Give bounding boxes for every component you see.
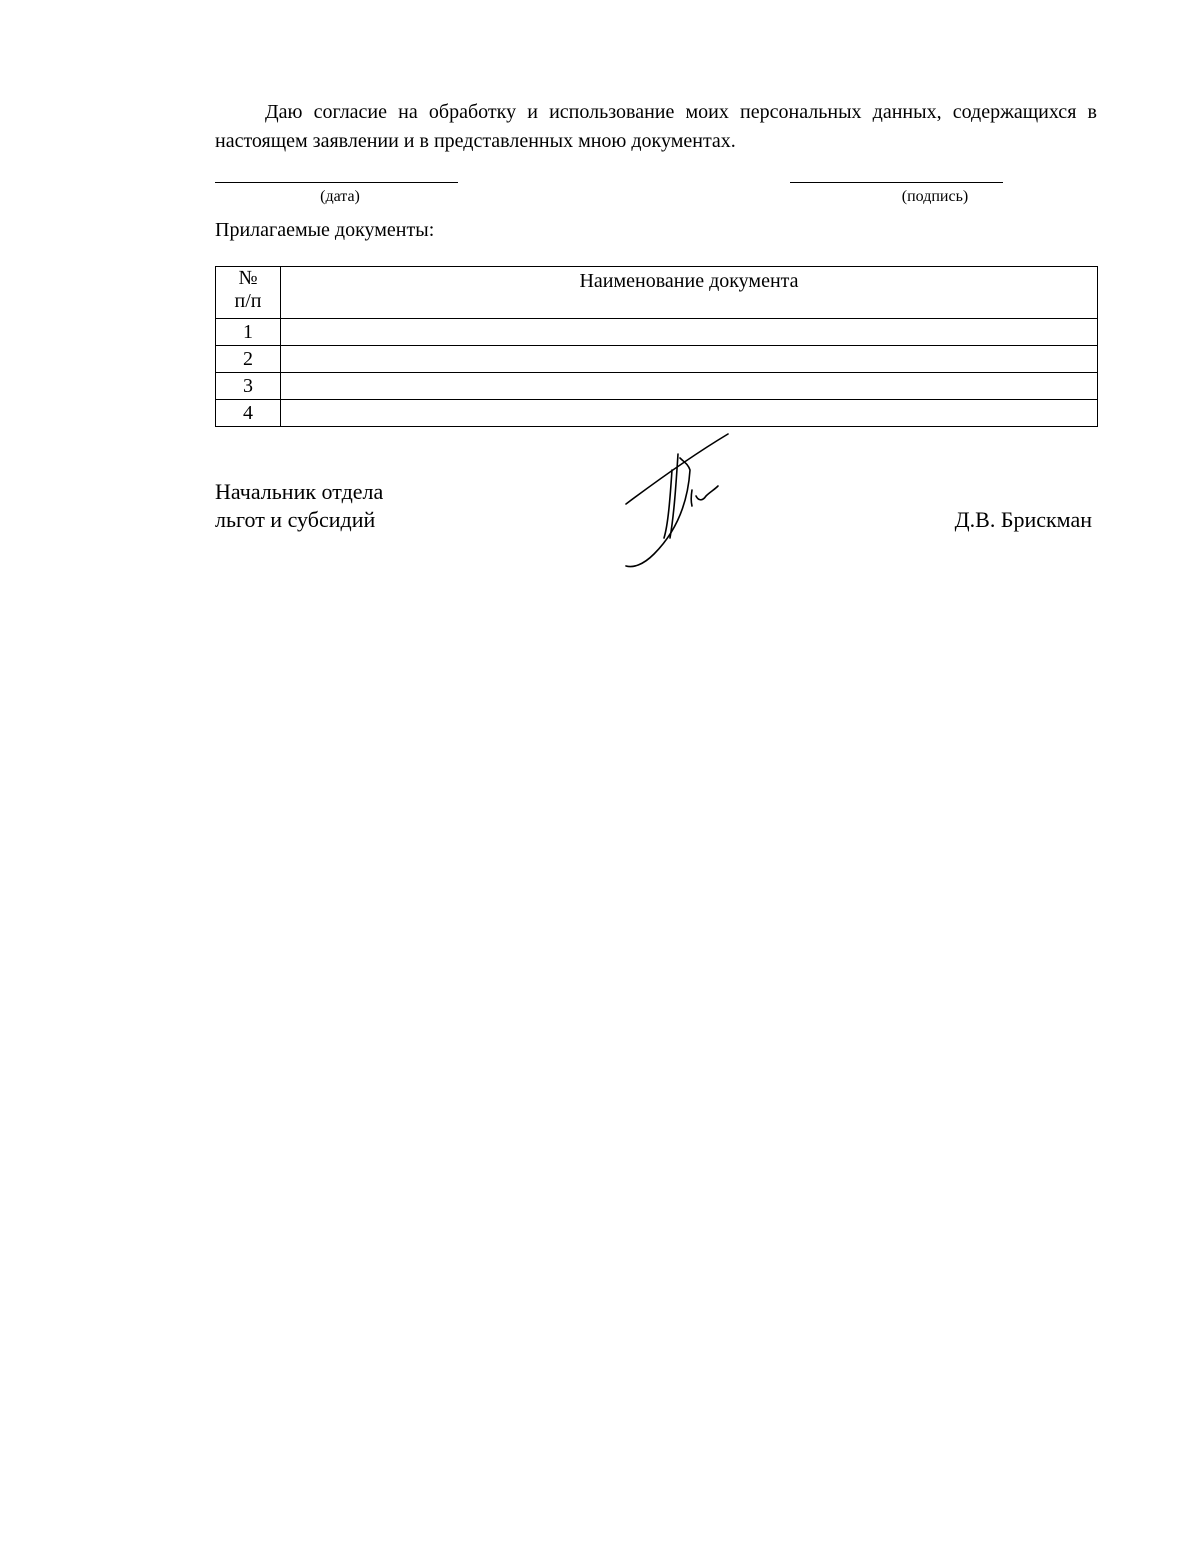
table-row	[216, 400, 1098, 427]
official-name: Д.В. Брискман	[954, 507, 1092, 532]
row-number: 1	[216, 319, 281, 346]
row-document-name	[281, 400, 1098, 427]
consent-paragraph: Даю согласие на обработку и использование моих персональных данных, содержащихся в настоящем заявлении и в представленных мною документах.	[215, 101, 1097, 152]
date-caption: (дата)	[320, 188, 360, 205]
signature-caption: (подпись)	[901, 188, 969, 205]
table-row	[216, 373, 1098, 400]
official-title-line1: Начальник отдела	[215, 479, 384, 504]
handwritten-signature	[618, 430, 738, 570]
column-header-number-line1: №	[238, 267, 258, 289]
row-document-name	[281, 373, 1098, 400]
row-number: 3	[216, 373, 281, 400]
official-title-line2: льгот и субсидий	[215, 507, 376, 532]
signature-line	[790, 182, 1003, 183]
date-line	[215, 182, 458, 183]
column-header-name: Наименование документа	[281, 267, 1098, 319]
table-header-row	[216, 267, 1098, 319]
row-document-name	[281, 319, 1098, 346]
column-header-number-line2: п/п	[234, 290, 262, 312]
row-number: 2	[216, 346, 281, 373]
documents-table	[215, 266, 1098, 427]
table-row	[216, 346, 1098, 373]
row-number: 4	[216, 400, 281, 427]
row-document-name	[281, 346, 1098, 373]
attached-documents-label: Прилагаемые документы:	[215, 219, 435, 241]
table-row	[216, 319, 1098, 346]
column-header-number	[216, 267, 281, 319]
